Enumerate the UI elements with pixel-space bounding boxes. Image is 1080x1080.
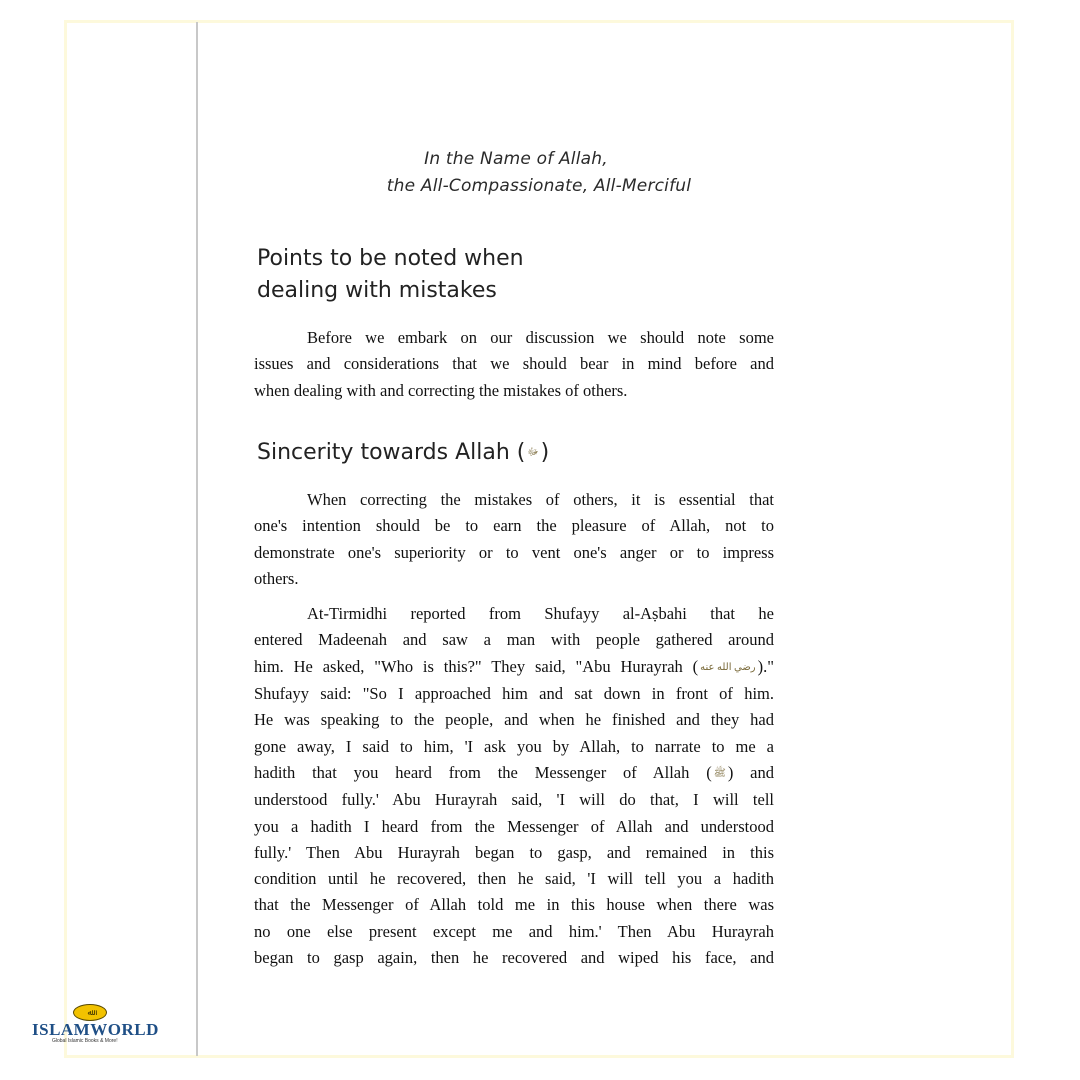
- text-line: entered Madeenah and saw a man with people gathered around: [254, 630, 774, 650]
- honorific-glyph-icon: ﷺ: [713, 767, 726, 779]
- heading-text: Sincerity towards Allah (: [257, 440, 526, 465]
- text-line: demonstrate one's superiority or to vent one's anger or to impress: [254, 542, 774, 562]
- text-line: He was speaking to the people, and when he finished and they had: [254, 710, 774, 730]
- text-fragment: ).": [757, 656, 774, 676]
- section-heading-points: [257, 243, 524, 307]
- text-fragment: ) and: [727, 762, 774, 782]
- text-line: [254, 654, 774, 681]
- calligraphy-emblem-icon: ﷲ: [73, 1004, 107, 1021]
- basmala-line-1: In the Name of Allah,: [424, 149, 608, 169]
- section-heading-sincerity: [257, 437, 549, 469]
- text-line: when dealing with and correcting the mistakes of others.: [254, 380, 628, 400]
- text-line: no one else present except me and him.' Then Abu Hurayrah: [254, 921, 774, 941]
- honorific-glyph-icon: رضي الله عنه: [700, 661, 756, 673]
- text-line: began to gasp again, then he recovered and wiped his face, and: [254, 947, 774, 967]
- heading-line-1: Points to be noted when: [257, 246, 524, 271]
- logo-wordmark: ISLAMWORLD: [32, 1020, 159, 1039]
- text-line: you a hadith I heard from the Messenger of Allah and understood: [254, 816, 774, 836]
- text-line: that the Messenger of Allah told me in this house when there was: [254, 895, 774, 915]
- text-fragment: hadith that you heard from the Messenger of Allah (: [254, 762, 712, 782]
- heading-close-paren: ): [540, 440, 550, 465]
- text-line: condition until he recovered, then he said, 'I will tell you a hadith: [254, 869, 774, 889]
- text-line: Before we embark on our discussion we should note some: [307, 328, 774, 347]
- basmala-line-2: the All-Compassionate, All-Merciful: [386, 176, 692, 196]
- text-line: When correcting the mistakes of others, it is essential that: [307, 490, 774, 509]
- islamworld-logo: [30, 1002, 160, 1046]
- text-line: fully.' Then Abu Hurayrah began to gasp, and remained in this: [254, 842, 774, 862]
- text-fragment: him. He asked, "Who is this?" They said, "Abu Hurayrah (: [254, 656, 699, 676]
- text-line: understood fully.' Abu Hurayrah said, 'I will do that, I will tell: [254, 790, 774, 810]
- basmala: [254, 146, 778, 200]
- text-line: [254, 760, 774, 787]
- book-page: [254, 0, 778, 1080]
- text-line: gone away, I said to him, 'I ask you by Allah, to narrate to me a: [254, 736, 774, 756]
- logo-tagline: Global Islamic Books & More!: [52, 1038, 118, 1044]
- intro-paragraph: [254, 325, 774, 404]
- text-line: one's intention should be to earn the pleasure of Allah, not to: [254, 516, 774, 536]
- sincerity-paragraph: [254, 487, 774, 592]
- text-line: others.: [254, 568, 299, 588]
- heading-line-2: dealing with mistakes: [257, 278, 497, 303]
- text-line: At-Tirmidhi reported from Shufayy al-Aṣbahi that he: [307, 604, 774, 623]
- book-spine-edge: [196, 22, 198, 1056]
- text-line: Shufayy said: "So I approached him and sat down in front of him.: [254, 683, 774, 703]
- text-line: issues and considerations that we should bear in mind before and: [254, 354, 774, 374]
- honorific-glyph-icon: ﷻ: [527, 447, 539, 458]
- hadith-paragraph: [254, 601, 774, 971]
